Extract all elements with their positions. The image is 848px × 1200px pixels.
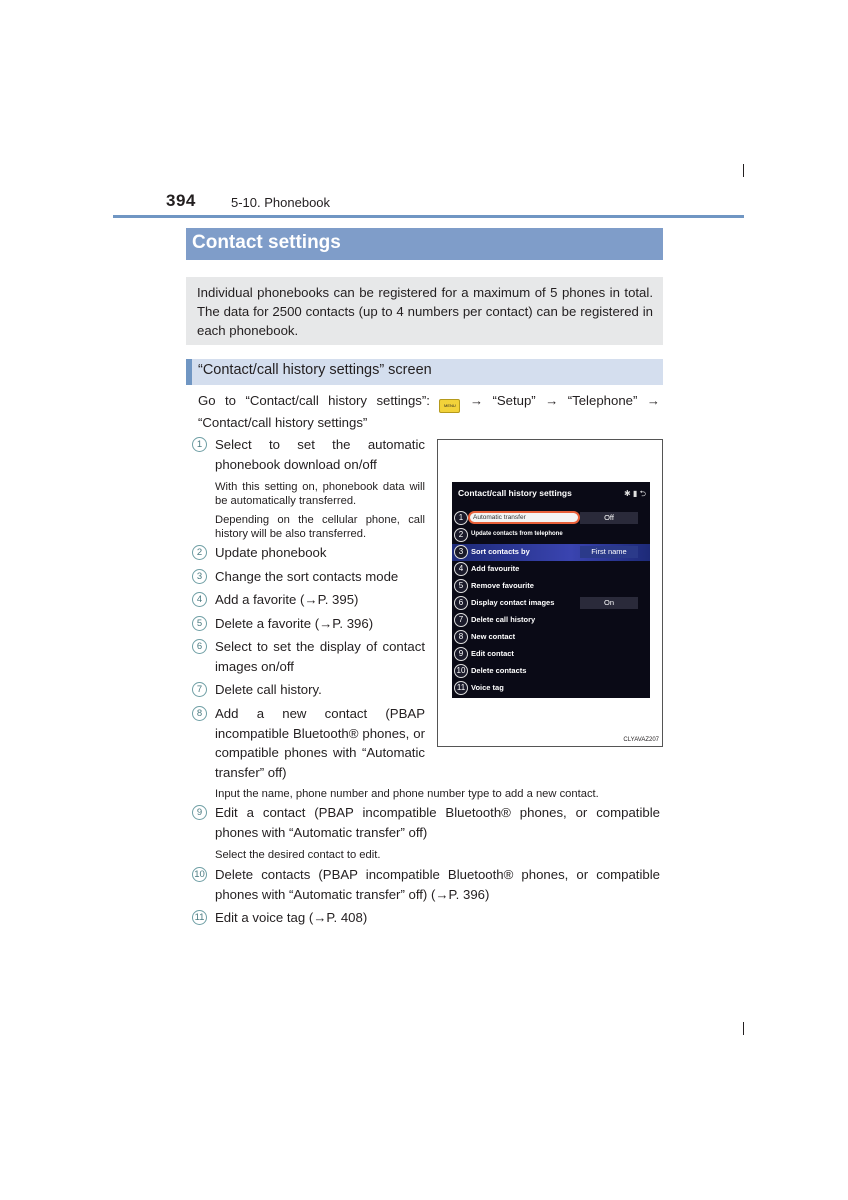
screen-row-delete-contacts[interactable] (452, 663, 650, 680)
screen-row-number: 6 (454, 596, 468, 610)
item-text: Edit a contact (PBAP incompatible Bluetooth® phones, or compatible phones with “Automatic transfer” off) (215, 805, 660, 840)
screen-row-number: 4 (454, 562, 468, 576)
screen-row-label: New contact (471, 632, 516, 641)
item-number: 3 (192, 569, 207, 584)
screen-row-number: 8 (454, 630, 468, 644)
item-number: 2 (192, 545, 207, 560)
selection-highlight (468, 511, 580, 524)
screen-row-number: 2 (454, 528, 468, 542)
screen-row-number: 3 (454, 545, 468, 559)
item-number: 7 (192, 682, 207, 697)
goto-instruction (198, 391, 660, 433)
screenshot-figure (437, 439, 663, 747)
item-text: Delete a favorite (→P. 396) (215, 616, 374, 631)
subsection-bar (186, 359, 663, 385)
item-text: Select to set the display of contact images on/off (215, 639, 425, 674)
settings-screen (452, 482, 650, 698)
screen-row-label: Voice tag (471, 683, 504, 692)
screen-row-sort-contacts[interactable] (452, 544, 650, 561)
screen-row-voice-tag[interactable] (452, 680, 650, 697)
screen-row-update-contacts[interactable] (452, 527, 650, 544)
screen-row-label: Delete call history (471, 615, 536, 624)
item-text: Add a favorite (→P. 395) (215, 592, 359, 607)
item-number: 1 (192, 437, 207, 452)
screen-row-number: 7 (454, 613, 468, 627)
crop-mark-bottom (743, 1022, 744, 1035)
screen-row-new-contact[interactable] (452, 629, 650, 646)
screen-title: Contact/call history settings (458, 488, 572, 498)
screen-row-label: Delete contacts (471, 666, 527, 675)
screen-row-display-contact-images[interactable] (452, 595, 650, 612)
note-text: Input the name, phone number and phone number type to add a new contact. (215, 788, 599, 800)
note-text: With this setting on, phonebook data will be automatically transferred. (215, 481, 425, 507)
intro-box (186, 277, 663, 345)
screen-row-label: Sort contacts by (471, 547, 530, 556)
item-number: 6 (192, 639, 207, 654)
screen-row-edit-contact[interactable] (452, 646, 650, 663)
item-number: 8 (192, 706, 207, 721)
screen-row-value: Off (580, 512, 638, 524)
screen-row-delete-call-history[interactable] (452, 612, 650, 629)
screen-row-label: Update contacts from telephone (471, 531, 563, 537)
screen-row-label: Remove favourite (471, 581, 534, 590)
screen-row-number: 5 (454, 579, 468, 593)
screen-row-automatic-transfer[interactable] (452, 510, 650, 527)
item-text: Select to set the automatic phonebook download on/off (215, 437, 425, 472)
screen-row-number: 10 (454, 664, 468, 678)
item-number: 10 (192, 867, 207, 882)
screen-row-label: Automatic transfer (473, 514, 526, 521)
screen-row-number: 9 (454, 647, 468, 661)
page-title: Contact settings (192, 232, 341, 253)
subsection-title: “Contact/call history settings” screen (198, 362, 432, 378)
item-text: Edit a voice tag (→P. 408) (215, 910, 368, 925)
screen-row-label: Add favourite (471, 564, 520, 573)
item-number: 9 (192, 805, 207, 820)
item-text: Change the sort contacts mode (215, 569, 399, 584)
item-text: Add a new contact (PBAP incompatible Bluetooth® phones, or compatible phones with “Automatic transfer” off) (215, 706, 425, 780)
page-number: 394 (166, 191, 196, 210)
page-title-bar (186, 228, 663, 260)
item-number: 5 (192, 616, 207, 631)
status-icons: ✱ ▮ ⮌ (624, 489, 646, 498)
intro-text: Individual phonebooks can be registered for a maximum of 5 phones in total. The data for 2500 contacts (up to 4 numbers per contact) can be registered in each phonebook. (197, 285, 653, 338)
item-number: 11 (192, 910, 207, 925)
screen-row-label: Display contact images (471, 598, 555, 607)
item-number: 4 (192, 592, 207, 607)
crop-mark-top (743, 164, 744, 177)
screen-row-value: First name (580, 546, 638, 558)
item-text: Delete call history. (215, 682, 322, 697)
menu-button-icon: MENU (439, 399, 460, 413)
screen-row-remove-favourite[interactable] (452, 578, 650, 595)
header-rule (113, 215, 744, 218)
screen-row-number: 1 (454, 511, 468, 525)
item-text: Update phonebook (215, 545, 327, 560)
goto-before: Go to “Contact/call history settings”: (198, 393, 440, 408)
screen-row-value: On (580, 597, 638, 609)
goto-after: → “Setup” → “Telephone” → “Contact/call history settings” (198, 393, 660, 430)
figure-id: CLYAVAZ207 (623, 737, 659, 743)
section-reference: 5-10. Phonebook (231, 195, 331, 210)
screen-row-label: Edit contact (471, 649, 514, 658)
screen-row-number: 11 (454, 681, 468, 695)
item-text: Delete contacts (PBAP incompatible Bluetooth® phones, or compatible phones with “Automatic transfer” off) (→P. 396) (215, 867, 660, 902)
screen-row-add-favourite[interactable] (452, 561, 650, 578)
note-text: Depending on the cellular phone, call history will be also transferred. (215, 514, 425, 540)
note-text: Select the desired contact to edit. (215, 849, 381, 861)
